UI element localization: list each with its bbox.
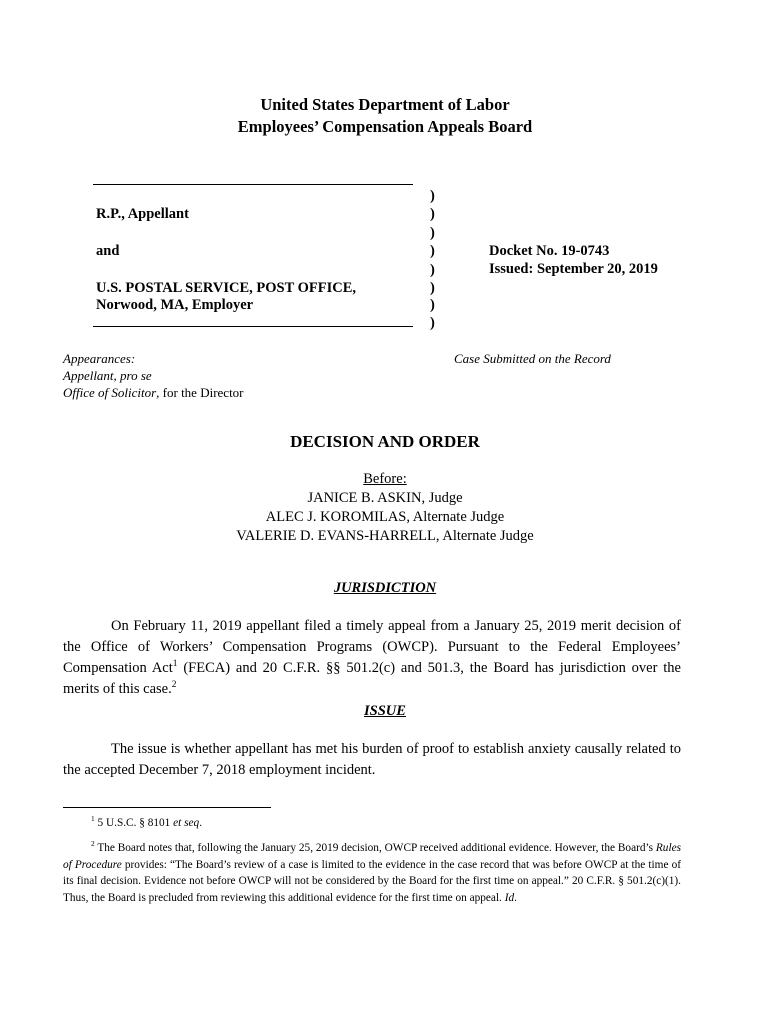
- caption-top-rule: [93, 184, 413, 185]
- appellant-appearance: Appellant, pro se: [63, 368, 152, 383]
- footnote-ref: 2: [171, 680, 177, 691]
- employer-line-1: U.S. POSTAL SERVICE, POST OFFICE,: [96, 280, 357, 296]
- footnote-separator: [63, 807, 271, 808]
- appellant-name: R.P., Appellant: [96, 206, 189, 222]
- footnote-text: .: [199, 817, 203, 829]
- footnote-1: [63, 815, 681, 832]
- footnote-number: 1: [91, 814, 95, 824]
- before-label: Before:: [363, 471, 407, 487]
- jurisdiction-text: On February 11, 2019 appellant filed a timely appeal from a January 25, 2019 merit decision of the Office of Workers’ Compensation Programs (OWCP). Pursuant to the Federal Employees’ Compensation Act: [63, 618, 681, 676]
- footnote-2: [63, 840, 681, 906]
- footnote-text: .: [514, 891, 517, 904]
- judge-name: ALEC J. KOROMILAS, Alternate Judge: [265, 509, 505, 525]
- issue-heading: ISSUE: [364, 703, 406, 719]
- footnote-text: et seq: [173, 817, 200, 829]
- footnote-number: 2: [91, 839, 95, 849]
- caption-paren: ): [430, 243, 435, 259]
- footnote-text: 5 U.S.C. § 8101: [94, 817, 174, 829]
- solicitor-role: , for the Director: [156, 385, 244, 400]
- solicitor-appearance: [63, 384, 244, 401]
- employer-line-2: Norwood, MA, Employer: [96, 297, 254, 313]
- footnote-text: Id: [504, 891, 515, 904]
- issue-paragraph: The issue is whether appellant has met his burden of proof to establish anxiety causally related to the accepted December 7, 2018 employment incident.: [63, 741, 681, 778]
- caption-paren: ): [430, 315, 435, 331]
- decision-title: DECISION AND ORDER: [290, 432, 480, 451]
- caption-bottom-rule: [93, 326, 413, 327]
- caption-paren: ): [430, 188, 435, 204]
- jurisdiction-paragraph: [63, 616, 681, 700]
- footnote-text: provides: “The Board’s review of a case is limited to the evidence in the case record that was before OWCP at the time of its final decision. Evidence not before OWCP will not be considered by the Board for the first time on appeal.” 20 C.F.R. § 501.2(c)(1). Thus, the Board is precluded from reviewing this additional evidence for the first time on appeal.: [63, 858, 681, 904]
- docket-number: Docket No. 19-0743: [489, 243, 610, 259]
- jurisdiction-heading: JURISDICTION: [333, 580, 437, 596]
- footnote-text: Rules of Procedure: [63, 842, 681, 871]
- issued-date: Issued: September 20, 2019: [489, 261, 658, 277]
- appearances-label: Appearances:: [63, 351, 136, 366]
- footnote-text: The Board notes that, following the January 25, 2019 decision, OWCP received additional evidence. However, the Board’s: [94, 842, 656, 854]
- caption-paren: ): [430, 262, 435, 278]
- jurisdiction-text: (FECA) and 20 C.F.R. §§ 501.2(c) and 501.3, the Board has jurisdiction over the merits of this case.: [63, 660, 681, 697]
- caption-paren: ): [430, 206, 435, 222]
- solicitor-office: Office of Solicitor: [63, 385, 157, 400]
- case-submitted: Case Submitted on the Record: [454, 351, 611, 366]
- caption-paren: ): [430, 297, 435, 313]
- footnote-ref: 1: [172, 659, 178, 670]
- caption-and: and: [96, 243, 120, 259]
- judge-name: JANICE B. ASKIN, Judge: [307, 490, 463, 506]
- judge-name: VALERIE D. EVANS-HARRELL, Alternate Judge: [236, 528, 534, 544]
- caption-paren: ): [430, 225, 435, 241]
- board-title: Employees’ Compensation Appeals Board: [237, 117, 533, 136]
- caption-paren: ): [430, 280, 435, 296]
- agency-title: United States Department of Labor: [260, 95, 510, 114]
